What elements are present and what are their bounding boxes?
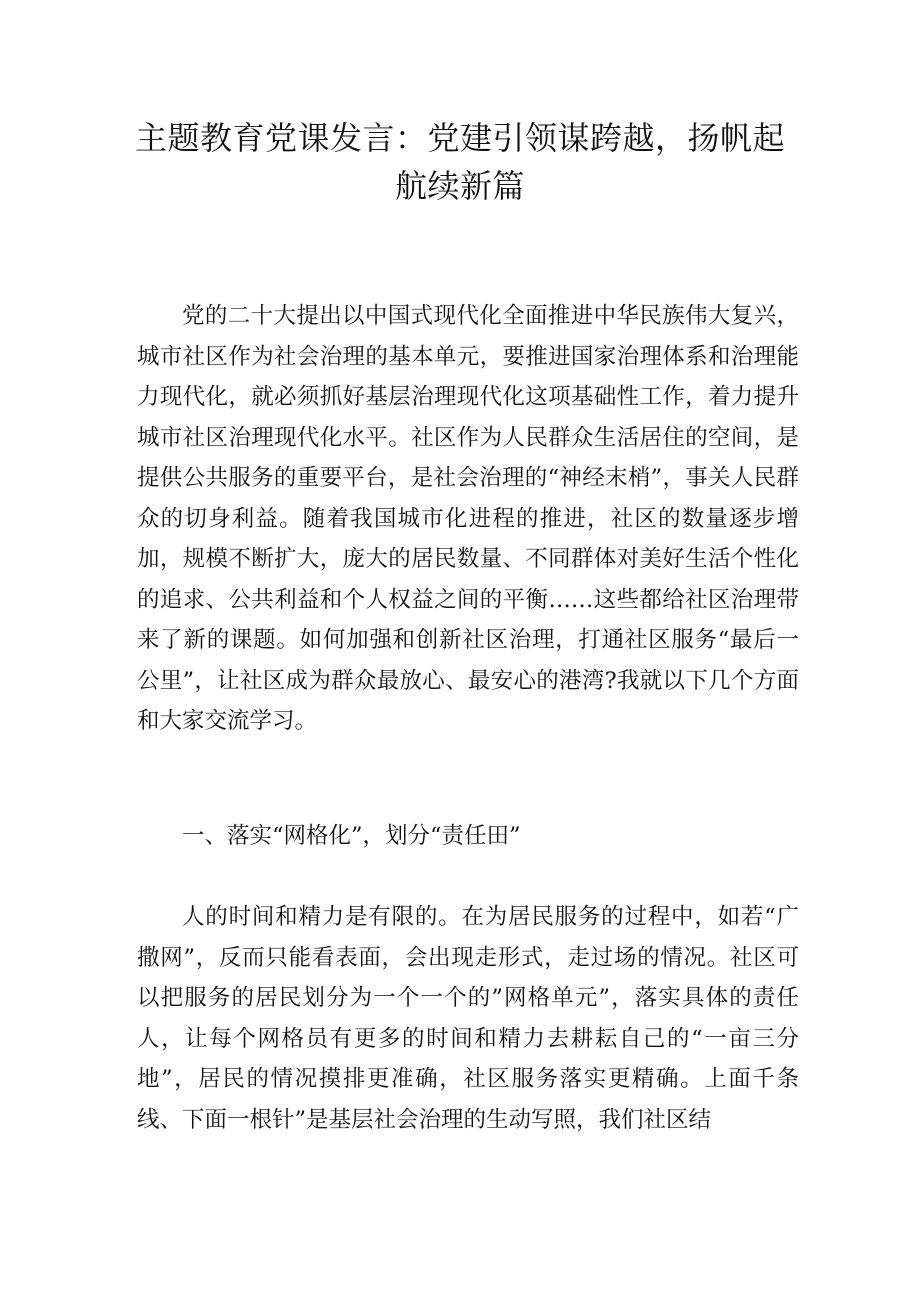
- paragraph-intro: 党的二十大提出以中国式现代化全面推进中华民族伟大复兴，城市社区作为社会治理的基本单元，要推进国家治理体系和治理能力现代化，就必须抓好基层治理现代化这项基础性工作，着力提升城市社区治理现代化水平。社区作为人民群众生活居住的空间，是提供公共服务的重要平台，是社会治理的“神经末梢”，事关人民群众的切身利益。随着我国城市化进程的推进，社区的数量逐步增加，规模不断扩大，庞大的居民数量、不同群体对美好生活个性化的追求、公共利益和个人权益之间的平衡……这些都给社区治理带来了新的课题。如何加强和创新社区治理，打通社区服务“最后一公里”，让社区成为群众最放心、最安心的港湾?我就以下几个方面和大家交流学习。: [137, 303, 799, 734]
- paragraph-section-1: 人的时间和精力是有限的。在为居民服务的过程中，如若“广撒网”，反而只能看表面，会出现走形式，走过场的情况。社区可以把服务的居民划分为一个一个的”网格单元”，落实具体的责任人，让每个网格员有更多的时间和精力去耕耘自己的“一亩三分地”，居民的情况摸排更准确，社区服务落实更精确。上面千条线、下面一根针”是基层社会治理的生动写照，我们社区结: [137, 904, 799, 1133]
- section-heading-1: 一、落实“网格化”，划分“责任田”: [182, 823, 521, 849]
- document-title: 主题教育党课发言：党建引领谋跨越，扬帆起航续新篇: [134, 119, 785, 205]
